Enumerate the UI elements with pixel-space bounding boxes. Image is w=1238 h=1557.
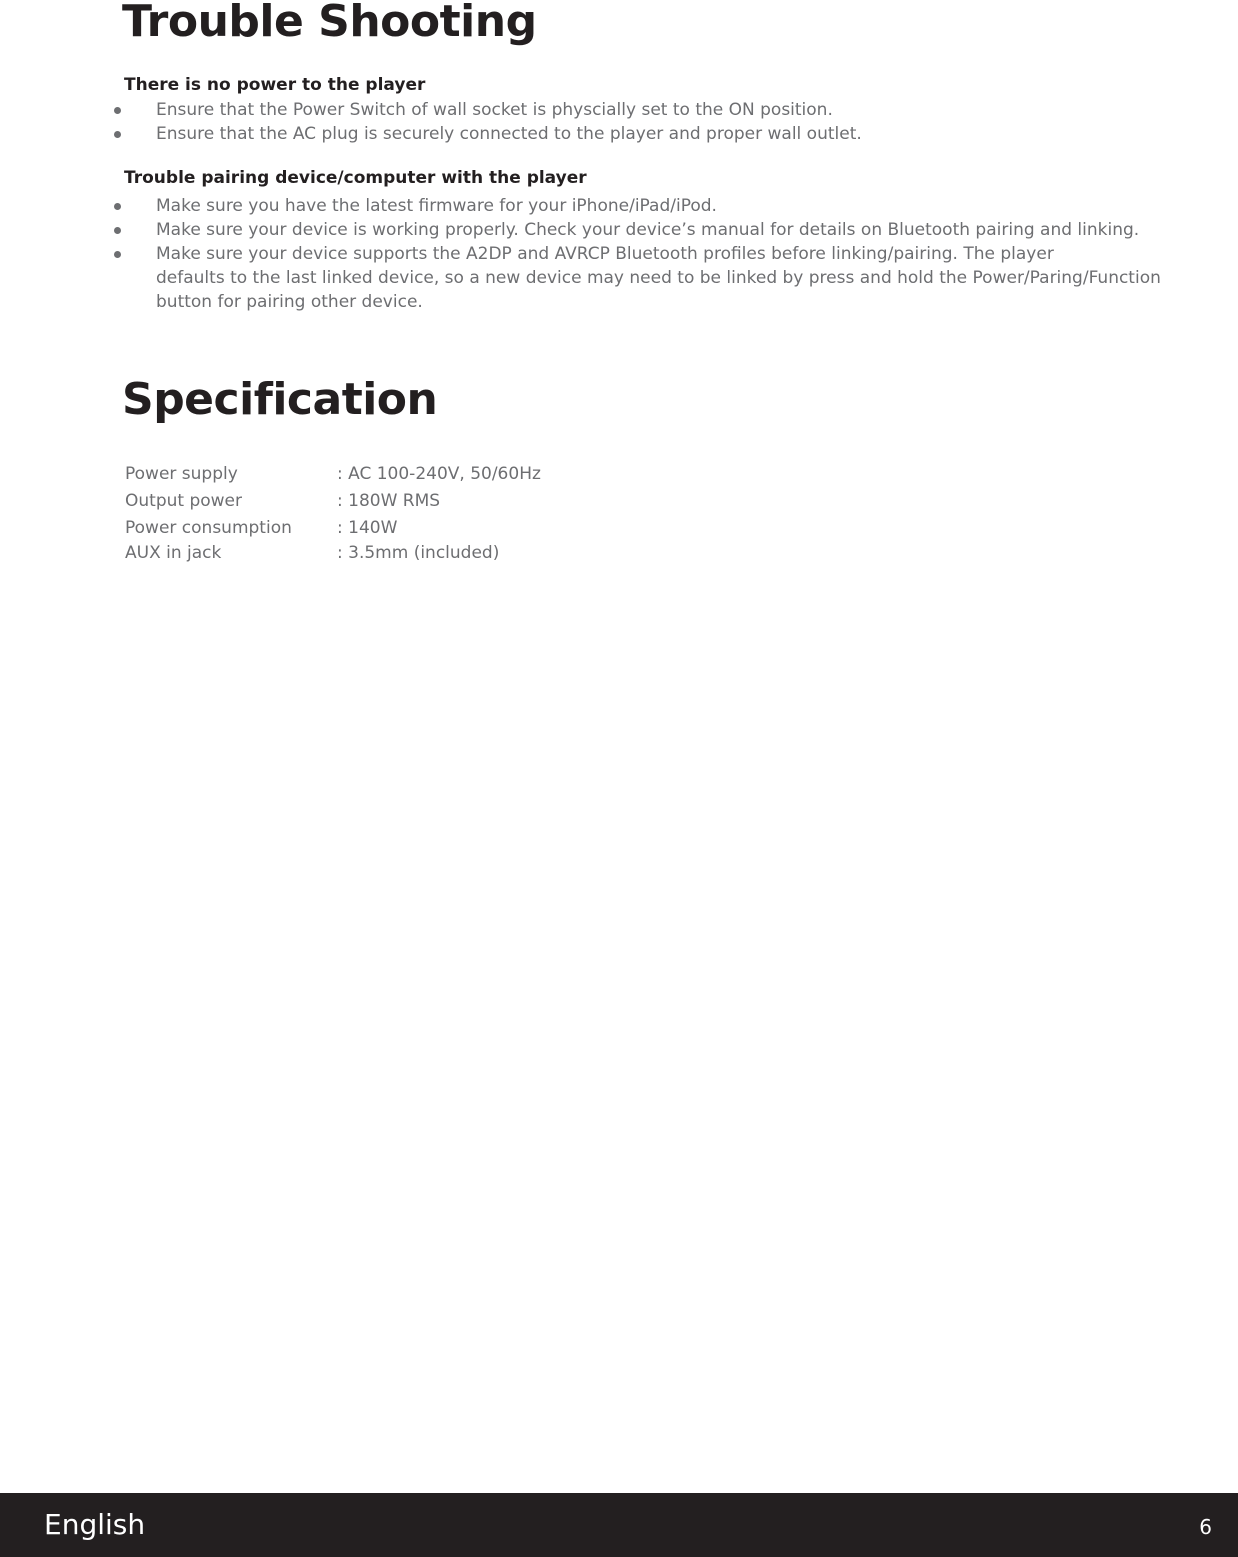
bullet-icon [114, 107, 121, 114]
list-item-text: Ensure that the AC plug is securely connected to the player and proper wall outlet. [156, 124, 862, 144]
section-heading-pairing: Trouble pairing device/computer with the player [124, 168, 587, 188]
list-item [0, 218, 1238, 242]
list-item [0, 122, 1238, 146]
list-item [0, 98, 1238, 122]
footer-language: English [44, 1508, 146, 1541]
spec-value: : 180W RMS [337, 491, 441, 511]
spec-value: : 3.5mm (included) [337, 543, 500, 563]
list-item [0, 194, 1238, 218]
spec-label: Output power [125, 491, 242, 511]
bullet-icon [114, 251, 121, 258]
list-item-text-line: Make sure your device supports the A2DP and AVRCP Bluetooth profiles before linking/pairing. The player [156, 244, 1054, 264]
spec-label: Power supply [125, 464, 238, 484]
spec-label: Power consumption [125, 518, 292, 538]
bullet-icon [114, 131, 121, 138]
list-item-text-line: defaults to the last linked device, so a new device may need to be linked by press and hold the Power/Paring/Function [156, 268, 1161, 288]
spec-value: : 140W [337, 518, 398, 538]
bullet-icon [114, 203, 121, 210]
list-item [0, 242, 1238, 314]
section-heading-no-power: There is no power to the player [124, 75, 426, 95]
spec-value: : AC 100-240V, 50/60Hz [337, 464, 541, 484]
spec-label: AUX in jack [125, 543, 222, 563]
footer-bar [0, 1493, 1238, 1557]
no-power-list [0, 98, 1238, 146]
specification-title: Specification [122, 374, 438, 425]
page-number: 6 [1199, 1515, 1212, 1539]
list-item-text: Make sure you have the latest firmware for your iPhone/iPad/iPod. [156, 196, 717, 216]
list-item-text: Ensure that the Power Switch of wall socket is physcially set to the ON position. [156, 100, 833, 120]
pairing-list [0, 194, 1238, 314]
bullet-icon [114, 227, 121, 234]
list-item-text: Make sure your device is working properly. Check your device’s manual for details on Bluetooth pairing and linking. [156, 220, 1140, 240]
trouble-shooting-title: Trouble Shooting [122, 0, 537, 47]
list-item-text-line: button for pairing other device. [156, 292, 423, 312]
